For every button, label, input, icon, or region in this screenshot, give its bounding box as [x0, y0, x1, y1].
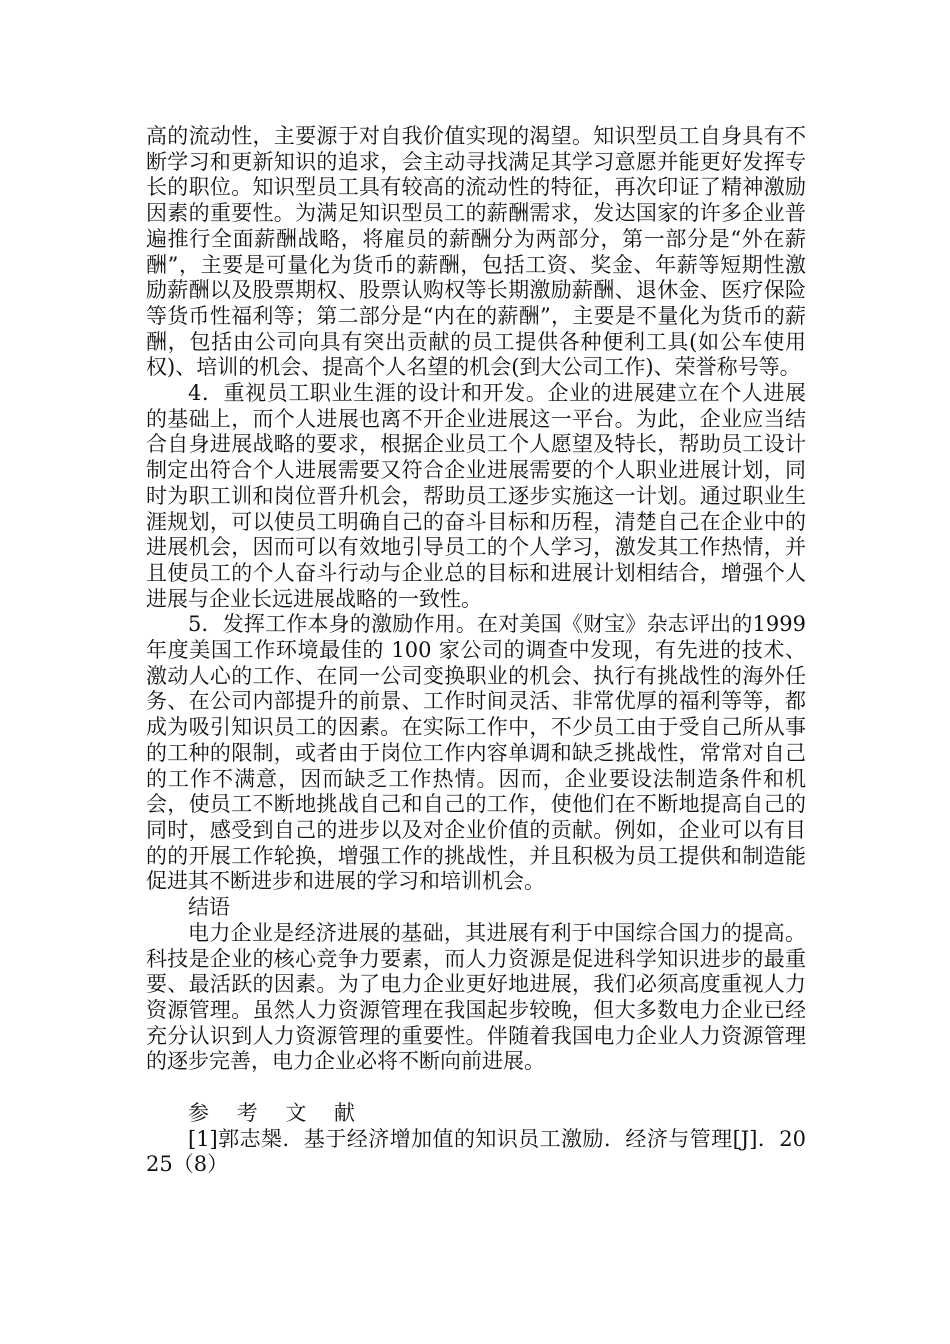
paragraph-item-4: 4．重视员工职业生涯的设计和开发。企业的进展建立在个人进展的基础上，而个人进展也离不开企业进展这一平台。为此，企业应当结合自身进展战略的要求，根据企业员工个人愿望及特长，帮助员工设计制定出符合个人进展需要又符合企业进展需要的个人职业进展计划，同时为职工训和岗位晋升机会，帮助员工逐步实施这一计划。通过职业生涯规划，可以使员工明确自己的奋斗目标和历程，清楚自己在企业中的进展机会，因而可以有效地引导员工的个人学习，激发其工作热情，并且使员工的个人奋斗行动与企业总的目标和进展计划相结合，增强个人进展与企业长远进展战略的一致性。: [146, 381, 806, 611]
spacer: [146, 1075, 806, 1101]
paragraph-intro: 高的流动性，主要源于对自我价值实现的渴望。知识型员工自身具有不断学习和更新知识的追求，会主动寻找满足其学习意愿并能更好发挥专长的职位。知识型员工具有较高的流动性的特征，再次印证了精神激励因素的重要性。为满足知识型员工的薪酬需求，发达国家的许多企业普遍推行全面薪酬战略，将雇员的薪酬分为两部分，第一部分是“外在薪酬”，主要是可量化为货币的薪酬，包括工资、奖金、年薪等短期性激励薪酬以及股票期权、股票认购权等长期激励薪酬、退休金、医疗保险等货币性福利等；第二部分是“内在的薪酬”，主要是不量化为货币的薪酬，包括由公司向具有突出贡献的员工提供各种便利工具(如公车使用权)、培训的机会、提高个人名望的机会(到大公司工作)、荣誉称号等。: [146, 124, 806, 380]
paragraph-item-5: 5．发挥工作本身的激励作用。在对美国《财宝》杂志评出的1999 年度美国工作环境最佳的 100 家公司的调查中发现，有先进的技术、激动人心的工作、在同一公司变换职业的机会、执行有挑战性的海外任务、在公司内部提升的前景、工作时间灵活、非常优厚的福利等等，都成为吸引知识员工的因素。在实际工作中，不少员工由于受自己所从事的工种的限制，或者由于岗位工作内容单调和缺乏挑战性，常常对自己的工作不满意，因而缺乏工作热情。因而，企业要设法制造条件和机会，使员工不断地挑战自己和自己的工作，使他们在不断地提高自己的同时，感受到自己的进步以及对企业价值的贡献。例如，企业可以有目的的开展工作轮换，增强工作的挑战性，并且积极为员工提供和制造能促进其不断进步和进展的学习和培训机会。: [146, 612, 806, 894]
conclusion-heading: 结语: [188, 895, 230, 920]
references-heading: 参 考 文 献: [188, 1101, 361, 1126]
document-page: [146, 124, 806, 1178]
paragraph-conclusion: 电力企业是经济进展的基础，其进展有利于中国综合国力的提高。科技是企业的核心竞争力要素，而人力资源是促进科学知识进步的最重要、最活跃的因素。为了电力企业更好地进展，我们必须高度重视人力资源管理。虽然人力资源管理在我国起步较晚，但大多数电力企业已经充分认识到人力资源管理的重要性。伴随着我国电力企业人力资源管理的逐步完善，电力企业必将不断向前进展。: [146, 920, 806, 1074]
reference-item: [1]郭志椝．基于经济增加值的知识员工激励．经济与管理[J]．2025（8）: [146, 1126, 806, 1177]
